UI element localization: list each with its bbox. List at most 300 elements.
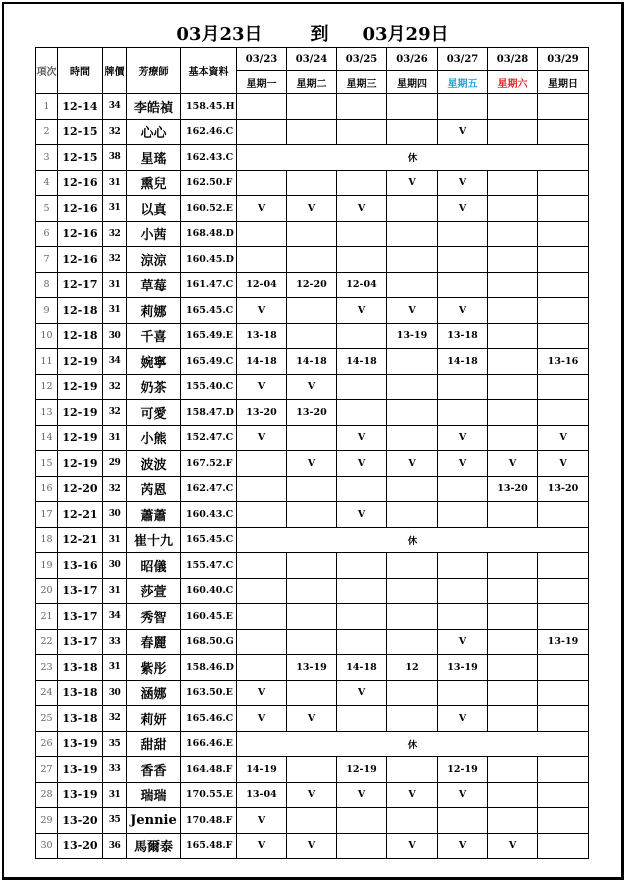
schedule-cell (387, 247, 438, 273)
row-plate: 30 (103, 680, 127, 706)
schedule-cell: V (387, 451, 438, 477)
row-info: 165.45.C (181, 527, 237, 553)
schedule-cell (538, 196, 589, 222)
schedule-cell (287, 323, 337, 349)
row-info: 160.40.C (181, 578, 237, 604)
schedule-cell (387, 196, 438, 222)
schedule-cell (287, 680, 337, 706)
row-info: 158.47.D (181, 400, 237, 426)
schedule-cell (237, 502, 287, 528)
schedule-cell (387, 629, 438, 655)
schedule-cell (538, 221, 589, 247)
row-index: 16 (36, 476, 58, 502)
header-date: 03/26 (387, 48, 438, 71)
row-info: 165.46.C (181, 706, 237, 732)
schedule-title (0, 20, 625, 46)
row-time: 12-16 (58, 221, 103, 247)
schedule-cell (488, 782, 538, 808)
header-weekday: 星期三 (337, 71, 387, 94)
row-plate: 31 (103, 527, 127, 553)
row-time: 12-16 (58, 196, 103, 222)
row-info: 152.47.C (181, 425, 237, 451)
row-time: 12-20 (58, 476, 103, 502)
schedule-cell (387, 706, 438, 732)
row-therapist-name: 李皓禎 (127, 94, 181, 120)
schedule-cell (538, 808, 589, 834)
schedule-cell (538, 578, 589, 604)
row-info: 162.46.C (181, 119, 237, 145)
schedule-cell (488, 553, 538, 579)
schedule-cell (538, 374, 589, 400)
table-row (36, 119, 589, 145)
schedule-cell: 12-04 (337, 272, 387, 298)
schedule-cell (237, 221, 287, 247)
schedule-cell (538, 604, 589, 630)
row-time: 12-16 (58, 170, 103, 196)
row-plate: 33 (103, 757, 127, 783)
schedule-cell (438, 374, 488, 400)
schedule-cell: V (337, 425, 387, 451)
schedule-cell: V (387, 298, 438, 324)
schedule-cell (538, 502, 589, 528)
table-row (36, 451, 589, 477)
schedule-cell (488, 94, 538, 120)
schedule-cell (488, 757, 538, 783)
row-index: 27 (36, 757, 58, 783)
schedule-cell (488, 400, 538, 426)
header-weekday-saturday: 星期六 (488, 71, 538, 94)
row-time: 13-18 (58, 706, 103, 732)
row-info: 158.46.D (181, 655, 237, 681)
row-info: 155.47.C (181, 553, 237, 579)
schedule-cell (387, 374, 438, 400)
header-plate: 牌價 (103, 48, 127, 94)
schedule-cell: V (488, 451, 538, 477)
row-therapist-name: 以真 (127, 196, 181, 222)
row-info: 168.50.G (181, 629, 237, 655)
row-index: 24 (36, 680, 58, 706)
row-plate: 34 (103, 604, 127, 630)
row-info: 160.43.C (181, 502, 237, 528)
schedule-cell (237, 629, 287, 655)
schedule-cell (488, 425, 538, 451)
table-row (36, 374, 589, 400)
table-row (36, 298, 589, 324)
schedule-cell: V (387, 833, 438, 859)
row-plate: 32 (103, 374, 127, 400)
row-time: 13-16 (58, 553, 103, 579)
row-therapist-name: 莎萱 (127, 578, 181, 604)
schedule-cell: V (287, 706, 337, 732)
schedule-cell (287, 502, 337, 528)
schedule-cell (538, 757, 589, 783)
header-weekday: 星期日 (538, 71, 589, 94)
header-index: 項次 (36, 48, 58, 94)
schedule-cell (337, 476, 387, 502)
header-time: 時間 (58, 48, 103, 94)
row-off-day: 休 (237, 731, 589, 757)
schedule-cell (488, 655, 538, 681)
row-index: 2 (36, 119, 58, 145)
schedule-cell: V (237, 374, 287, 400)
schedule-cell (337, 170, 387, 196)
table-row (36, 706, 589, 732)
header-weekday: 星期二 (287, 71, 337, 94)
row-time: 12-14 (58, 94, 103, 120)
schedule-cell (387, 425, 438, 451)
row-plate: 30 (103, 502, 127, 528)
header-weekday-friday: 星期五 (438, 71, 488, 94)
schedule-cell (488, 502, 538, 528)
schedule-cell (237, 553, 287, 579)
row-index: 21 (36, 604, 58, 630)
schedule-cell (287, 578, 337, 604)
schedule-cell (438, 476, 488, 502)
schedule-cell (237, 94, 287, 120)
row-index: 15 (36, 451, 58, 477)
schedule-cell: 14-18 (337, 349, 387, 375)
row-time: 12-19 (58, 451, 103, 477)
row-index: 14 (36, 425, 58, 451)
row-time: 12-21 (58, 502, 103, 528)
header-row-dates (36, 48, 589, 71)
header-date: 03/29 (538, 48, 589, 71)
schedule-cell (387, 349, 438, 375)
schedule-cell (337, 553, 387, 579)
schedule-cell: V (237, 833, 287, 859)
schedule-cell: 13-16 (538, 349, 589, 375)
schedule-cell (387, 578, 438, 604)
table-row (36, 349, 589, 375)
row-plate: 30 (103, 323, 127, 349)
schedule-cell: V (387, 170, 438, 196)
schedule-cell: V (438, 629, 488, 655)
row-therapist-name: 馬爾泰 (127, 833, 181, 859)
table-row (36, 196, 589, 222)
table-row (36, 757, 589, 783)
row-plate: 32 (103, 221, 127, 247)
row-therapist-name: 草莓 (127, 272, 181, 298)
row-index: 4 (36, 170, 58, 196)
schedule-cell (237, 119, 287, 145)
schedule-cell (237, 247, 287, 273)
row-time: 12-19 (58, 425, 103, 451)
schedule-cell (287, 553, 337, 579)
row-info: 165.45.C (181, 298, 237, 324)
row-info: 166.46.E (181, 731, 237, 757)
schedule-cell: V (237, 680, 287, 706)
row-therapist-name: 波波 (127, 451, 181, 477)
table-row (36, 272, 589, 298)
schedule-cell (488, 119, 538, 145)
schedule-cell (237, 170, 287, 196)
row-plate: 32 (103, 706, 127, 732)
row-info: 165.49.C (181, 349, 237, 375)
schedule-body (36, 94, 589, 859)
schedule-cell (488, 578, 538, 604)
row-info: 168.48.D (181, 221, 237, 247)
schedule-cell (237, 578, 287, 604)
schedule-cell: V (438, 706, 488, 732)
row-index: 5 (36, 196, 58, 222)
schedule-cell (538, 323, 589, 349)
row-therapist-name: 瑞瑞 (127, 782, 181, 808)
schedule-cell (337, 400, 387, 426)
schedule-cell (538, 655, 589, 681)
row-time: 12-19 (58, 400, 103, 426)
table-row (36, 221, 589, 247)
schedule-cell (488, 374, 538, 400)
schedule-cell (387, 604, 438, 630)
row-index: 8 (36, 272, 58, 298)
row-off-day: 休 (237, 145, 589, 171)
row-info: 170.55.E (181, 782, 237, 808)
schedule-cell (287, 298, 337, 324)
row-therapist-name: 可愛 (127, 400, 181, 426)
schedule-cell (337, 94, 387, 120)
row-time: 12-19 (58, 374, 103, 400)
schedule-cell (488, 604, 538, 630)
row-info: 170.48.F (181, 808, 237, 834)
schedule-cell (337, 706, 387, 732)
schedule-cell: V (538, 425, 589, 451)
table-row (36, 833, 589, 859)
row-plate: 32 (103, 476, 127, 502)
schedule-cell: V (337, 451, 387, 477)
schedule-cell (488, 680, 538, 706)
schedule-cell (488, 706, 538, 732)
row-info: 165.48.F (181, 833, 237, 859)
row-index: 1 (36, 94, 58, 120)
schedule-cell (488, 629, 538, 655)
row-plate: 32 (103, 119, 127, 145)
row-therapist-name: 心心 (127, 119, 181, 145)
schedule-cell (387, 757, 438, 783)
schedule-cell (488, 298, 538, 324)
schedule-cell (538, 247, 589, 273)
row-plate: 36 (103, 833, 127, 859)
schedule-cell: V (237, 425, 287, 451)
schedule-cell (438, 578, 488, 604)
schedule-cell: 13-19 (287, 655, 337, 681)
table-row (36, 680, 589, 706)
schedule-cell (287, 476, 337, 502)
schedule-cell: 13-19 (438, 655, 488, 681)
schedule-cell (538, 782, 589, 808)
schedule-cell: V (287, 451, 337, 477)
table-row (36, 553, 589, 579)
schedule-cell (287, 94, 337, 120)
schedule-cell: V (337, 196, 387, 222)
schedule-cell (438, 604, 488, 630)
schedule-cell (237, 476, 287, 502)
schedule-cell: V (237, 706, 287, 732)
row-therapist-name: 蕭蕭 (127, 502, 181, 528)
schedule-cell (488, 323, 538, 349)
schedule-cell: V (287, 196, 337, 222)
row-therapist-name: 涵娜 (127, 680, 181, 706)
row-index: 29 (36, 808, 58, 834)
title-start-date: 03月23日 (176, 24, 263, 45)
row-info: 158.45.H (181, 94, 237, 120)
row-therapist-name: 甜甜 (127, 731, 181, 757)
row-time: 13-19 (58, 782, 103, 808)
header-weekday: 星期四 (387, 71, 438, 94)
schedule-cell: 12-19 (337, 757, 387, 783)
header-therapist: 芳療師 (127, 48, 181, 94)
row-plate: 31 (103, 655, 127, 681)
row-plate: 31 (103, 782, 127, 808)
row-plate: 29 (103, 451, 127, 477)
header-date: 03/25 (337, 48, 387, 71)
row-off-day: 休 (237, 527, 589, 553)
row-index: 18 (36, 527, 58, 553)
schedule-cell (488, 247, 538, 273)
schedule-cell: V (438, 425, 488, 451)
schedule-cell (538, 553, 589, 579)
schedule-cell: V (438, 298, 488, 324)
schedule-cell: V (387, 782, 438, 808)
schedule-cell (337, 833, 387, 859)
row-time: 12-17 (58, 272, 103, 298)
title-end-date: 03月29日 (362, 24, 449, 45)
schedule-cell (538, 833, 589, 859)
row-plate: 31 (103, 425, 127, 451)
schedule-table (35, 47, 589, 859)
schedule-cell (488, 808, 538, 834)
schedule-cell: 14-18 (287, 349, 337, 375)
row-info: 167.52.F (181, 451, 237, 477)
schedule-cell: V (337, 782, 387, 808)
schedule-cell: 13-20 (538, 476, 589, 502)
schedule-cell: 14-18 (438, 349, 488, 375)
table-row (36, 247, 589, 273)
schedule-cell: V (287, 833, 337, 859)
schedule-cell: V (438, 196, 488, 222)
row-info: 162.47.C (181, 476, 237, 502)
schedule-cell (438, 272, 488, 298)
row-info: 165.49.E (181, 323, 237, 349)
row-index: 20 (36, 578, 58, 604)
schedule-cell: 12-20 (287, 272, 337, 298)
table-row (36, 604, 589, 630)
schedule-cell (287, 119, 337, 145)
row-plate: 31 (103, 578, 127, 604)
row-plate: 32 (103, 400, 127, 426)
row-therapist-name: 千喜 (127, 323, 181, 349)
schedule-cell (438, 94, 488, 120)
row-therapist-name: 莉妍 (127, 706, 181, 732)
schedule-cell (488, 170, 538, 196)
row-info: 162.43.C (181, 145, 237, 171)
row-plate: 31 (103, 170, 127, 196)
row-index: 26 (36, 731, 58, 757)
schedule-cell (337, 578, 387, 604)
row-plate: 34 (103, 94, 127, 120)
header-info: 基本資料 (181, 48, 237, 94)
table-row (36, 629, 589, 655)
row-index: 7 (36, 247, 58, 273)
schedule-cell: 13-04 (237, 782, 287, 808)
schedule-cell: V (538, 451, 589, 477)
table-row (36, 502, 589, 528)
schedule-cell (488, 196, 538, 222)
row-therapist-name: 奶茶 (127, 374, 181, 400)
row-plate: 32 (103, 247, 127, 273)
schedule-cell: 12-04 (237, 272, 287, 298)
schedule-cell (387, 553, 438, 579)
schedule-cell: 12 (387, 655, 438, 681)
row-therapist-name: Jennie (127, 808, 181, 834)
row-index: 17 (36, 502, 58, 528)
row-time: 13-17 (58, 578, 103, 604)
schedule-cell (387, 400, 438, 426)
row-time: 12-18 (58, 323, 103, 349)
table-row (36, 808, 589, 834)
schedule-cell (438, 680, 488, 706)
table-row (36, 578, 589, 604)
schedule-cell (237, 604, 287, 630)
schedule-cell: 13-19 (387, 323, 438, 349)
row-info: 160.45.D (181, 247, 237, 273)
schedule-cell (538, 298, 589, 324)
schedule-cell (438, 808, 488, 834)
schedule-cell: V (287, 782, 337, 808)
row-time: 13-18 (58, 680, 103, 706)
row-info: 161.47.C (181, 272, 237, 298)
row-index: 3 (36, 145, 58, 171)
schedule-cell (488, 349, 538, 375)
schedule-cell: 14-19 (237, 757, 287, 783)
row-therapist-name: 崔十九 (127, 527, 181, 553)
table-row (36, 145, 589, 171)
row-time: 13-20 (58, 808, 103, 834)
row-index: 23 (36, 655, 58, 681)
row-plate: 35 (103, 731, 127, 757)
schedule-cell: 13-19 (538, 629, 589, 655)
row-therapist-name: 春麗 (127, 629, 181, 655)
row-time: 13-20 (58, 833, 103, 859)
table-row (36, 476, 589, 502)
row-index: 28 (36, 782, 58, 808)
row-info: 162.50.F (181, 170, 237, 196)
row-therapist-name: 婉寧 (127, 349, 181, 375)
schedule-cell (237, 451, 287, 477)
row-plate: 33 (103, 629, 127, 655)
row-plate: 31 (103, 272, 127, 298)
schedule-cell (387, 94, 438, 120)
row-therapist-name: 紫彤 (127, 655, 181, 681)
schedule-cell (438, 553, 488, 579)
row-plate: 31 (103, 196, 127, 222)
schedule-cell: V (337, 502, 387, 528)
table-row (36, 400, 589, 426)
schedule-cell (337, 374, 387, 400)
schedule-cell (438, 221, 488, 247)
schedule-cell (287, 170, 337, 196)
row-therapist-name: 秀智 (127, 604, 181, 630)
row-plate: 30 (103, 553, 127, 579)
row-info: 160.52.E (181, 196, 237, 222)
schedule-cell (438, 502, 488, 528)
schedule-cell (337, 629, 387, 655)
schedule-cell: V (438, 833, 488, 859)
schedule-cell (387, 808, 438, 834)
schedule-cell (337, 808, 387, 834)
row-therapist-name: 小茜 (127, 221, 181, 247)
schedule-cell (337, 247, 387, 273)
schedule-cell: 14-18 (337, 655, 387, 681)
